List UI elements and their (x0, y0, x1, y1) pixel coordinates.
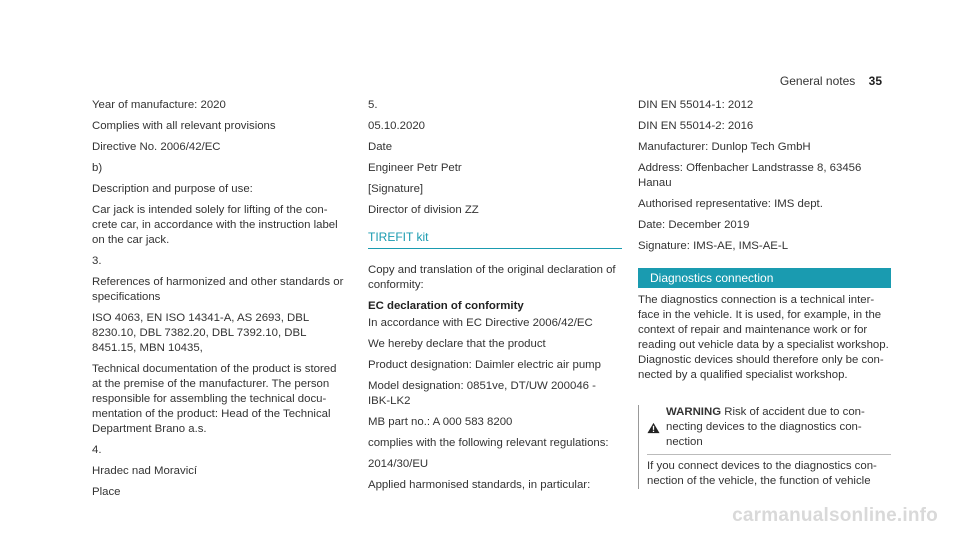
paragraph: Technical documentation of the product is stored at the premise of the manufacturer. The person responsible for assembling the technical docu- mentation of the product: Head of the Technical Department Brano a.s. (92, 363, 337, 435)
paragraph: Car jack is intended solely for lifting of the con- crete car, in accordance with the instruction label on the car jack. (92, 204, 338, 246)
page-header (780, 74, 882, 88)
paragraph: Date (368, 141, 393, 153)
paragraph: ISO 4063, EN ISO 14341-A, AS 2693, DBL 8230.10, DBL 7382.20, DBL 7392.10, DBL 8451.15, MBN 10435, (92, 312, 310, 354)
paragraph: Address: Offenbacher Landstrasse 8, 63456 Hanau (638, 162, 862, 189)
watermark: carmanualsonline.info (732, 505, 938, 526)
divider (647, 454, 891, 455)
paragraph: MB part no.: A 000 583 8200 (368, 416, 513, 428)
paragraph: DIN EN 55014-2: 2016 (638, 120, 754, 132)
warning-header (647, 405, 891, 450)
warning-label: WARNING (666, 406, 722, 418)
paragraph: In accordance with EC Directive 2006/42/EC (368, 317, 593, 329)
paragraph: DIN EN 55014-1: 2012 (638, 99, 754, 111)
paragraph: Applied harmonised standards, in particular: (368, 479, 591, 491)
paragraph: Directive No. 2006/42/EC (92, 141, 221, 153)
paragraph: Product designation: Daimler electric air pump (368, 359, 601, 371)
paragraph: Model designation: 0851ve, DT/UW 200046 - IBK-LK2 (368, 380, 596, 407)
warning-body: If you connect devices to the diagnostics con- nection of the vehicle, the function of vehicle (647, 460, 877, 487)
paragraph: Authorised representative: IMS dept. (638, 198, 823, 210)
column-1 (92, 98, 350, 506)
section-heading-diagnostics: Diagnostics connection (638, 268, 891, 288)
paragraph: The diagnostics connection is a technical inter- face in the vehicle. It is used, for example, in the context of repair and maintenance work or for reading out vehicle data by a specialist workshop. Diagnostic devices should therefore only be con- nected by a qualified specialist workshop. (638, 294, 889, 381)
column-2 (368, 98, 622, 499)
bold-heading: EC declaration of conformity (368, 300, 524, 312)
warning-triangle-icon (647, 406, 660, 450)
paragraph: 4. (92, 444, 102, 456)
paragraph: Place (92, 486, 121, 498)
paragraph: 3. (92, 255, 102, 267)
paragraph: Manufacturer: Dunlop Tech GmbH (638, 141, 811, 153)
paragraph: Copy and translation of the original declaration of conformity: (368, 264, 616, 291)
paragraph: 5. (368, 99, 378, 111)
paragraph: Date: December 2019 (638, 219, 750, 231)
warning-box (638, 405, 891, 489)
paragraph: Complies with all relevant provisions (92, 120, 276, 132)
warning-title (666, 405, 865, 450)
paragraph: Hradec nad Moravicí (92, 465, 198, 477)
paragraph: Director of division ZZ (368, 204, 479, 216)
warning-text: Risk of accident due to con- necting devices to the diagnostics con- nection (666, 406, 865, 448)
paragraph: Description and purpose of use: (92, 183, 253, 195)
paragraph: 2014/30/EU (368, 458, 429, 470)
page-number: 35 (868, 74, 882, 88)
column-3 (638, 98, 891, 489)
paragraph: [Signature] (368, 183, 424, 195)
paragraph: Year of manufacture: 2020 (92, 99, 226, 111)
paragraph: References of harmonized and other standards or specifications (92, 276, 344, 303)
paragraph: Signature: IMS-AE, IMS-AE-L (638, 240, 789, 252)
header-section-title: General notes (779, 74, 856, 88)
paragraph: Engineer Petr Petr (368, 162, 462, 174)
paragraph: b) (92, 162, 103, 174)
paragraph: 05.10.2020 (368, 120, 426, 132)
paragraph: We hereby declare that the product (368, 338, 546, 350)
section-heading-tirefit: TIREFIT kit (368, 230, 622, 249)
paragraph: complies with the following relevant regulations: (368, 437, 609, 449)
